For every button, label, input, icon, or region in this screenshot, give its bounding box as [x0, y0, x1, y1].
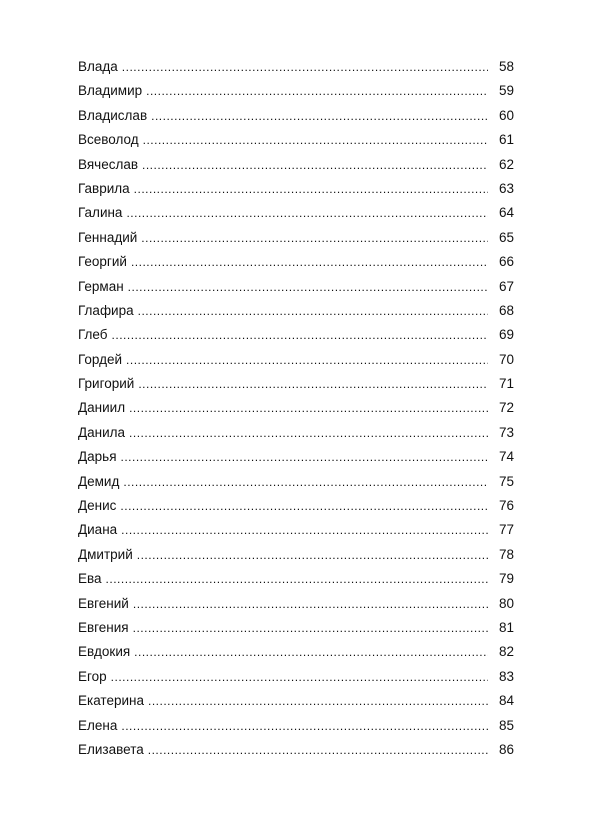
toc-entry-page-number: 59	[498, 83, 514, 99]
toc-dot-leader	[131, 252, 488, 272]
toc-entry	[78, 642, 514, 666]
toc-dot-leader	[143, 130, 488, 150]
toc-dot-leader	[120, 496, 488, 516]
toc-dot-leader	[128, 277, 488, 297]
toc-entry	[78, 398, 514, 422]
toc-entry-name: Данила	[78, 424, 126, 440]
toc-dot-leader	[141, 228, 488, 248]
toc-entry	[78, 520, 514, 544]
toc-entry	[78, 179, 514, 203]
toc-dot-leader	[133, 618, 488, 638]
toc-dot-leader	[126, 350, 488, 370]
toc-entry-page-number: 79	[498, 571, 514, 587]
toc-entry-name: Денис	[78, 498, 117, 514]
toc-entry	[78, 57, 514, 81]
toc-entry	[78, 447, 514, 471]
toc-dot-leader	[122, 57, 488, 77]
toc-dot-leader	[151, 106, 488, 126]
toc-entry	[78, 155, 514, 179]
toc-entry	[78, 325, 514, 349]
toc-dot-leader	[106, 569, 488, 589]
toc-entry-name: Евгения	[78, 619, 129, 635]
toc-entry-page-number: 78	[498, 546, 514, 562]
toc-dot-leader	[112, 325, 488, 345]
toc-dot-leader	[138, 301, 488, 321]
toc-entry-page-number: 83	[498, 668, 514, 684]
toc-entry-name: Диана	[78, 522, 118, 538]
toc-entry	[78, 740, 514, 764]
toc-entry-name: Даниил	[78, 400, 126, 416]
toc-entry-page-number: 74	[498, 449, 514, 465]
toc-dot-leader	[148, 740, 488, 760]
toc-dot-leader	[129, 423, 488, 443]
toc-dot-leader	[146, 81, 488, 101]
toc-entry	[78, 252, 514, 276]
toc-entry-page-number: 77	[498, 522, 514, 538]
toc-entry-page-number: 82	[498, 644, 514, 660]
toc-entry-name: Владислав	[78, 107, 148, 123]
toc-entry-page-number: 68	[498, 302, 514, 318]
toc-entry-name: Глеб	[78, 327, 108, 343]
toc-entry	[78, 667, 514, 691]
toc-entry	[78, 569, 514, 593]
toc-entry-name: Геннадий	[78, 229, 138, 245]
toc-entry-page-number: 75	[498, 473, 514, 489]
toc-entry-page-number: 72	[498, 400, 514, 416]
toc-dot-leader	[121, 520, 488, 540]
toc-entry	[78, 228, 514, 252]
toc-entry-name: Влада	[78, 59, 118, 74]
toc-entry-page-number: 61	[498, 132, 514, 148]
toc-entry	[78, 374, 514, 398]
toc-dot-leader	[137, 545, 488, 565]
toc-dot-leader	[142, 155, 488, 175]
toc-entry-name: Гаврила	[78, 180, 130, 196]
toc-entry-page-number: 69	[498, 327, 514, 343]
toc-entry	[78, 594, 514, 618]
toc-entry-name: Дарья	[78, 449, 117, 465]
toc-entry	[78, 618, 514, 642]
toc-dot-leader	[129, 398, 488, 418]
toc-entry-name: Евгений	[78, 595, 129, 611]
toc-dot-leader	[126, 203, 488, 223]
toc-entry-page-number: 81	[498, 619, 514, 635]
toc-entry	[78, 81, 514, 105]
toc-entry-page-number: 65	[498, 229, 514, 245]
toc-entry-name: Глафира	[78, 302, 134, 318]
toc-entry	[78, 472, 514, 496]
toc-entry-page-number: 62	[498, 156, 514, 172]
toc-entry	[78, 106, 514, 130]
toc-entry	[78, 423, 514, 447]
toc-entry	[78, 203, 514, 227]
toc-entry-page-number: 71	[498, 376, 514, 392]
toc-entry	[78, 350, 514, 374]
toc-entry-name: Елизавета	[78, 741, 144, 757]
toc-entry-page-number: 64	[498, 205, 514, 221]
toc-entry-page-number: 58	[498, 59, 514, 74]
toc-dot-leader	[134, 179, 488, 199]
toc-entry-name: Екатерина	[78, 693, 144, 709]
toc-entry-page-number: 84	[498, 693, 514, 709]
toc-entry	[78, 545, 514, 569]
toc-entry	[78, 496, 514, 520]
toc-entry-name: Елена	[78, 717, 118, 733]
toc-entry-name: Дмитрий	[78, 546, 133, 562]
toc-entry-name: Галина	[78, 205, 123, 221]
toc-entry-page-number: 76	[498, 498, 514, 514]
toc-entry-page-number: 85	[498, 717, 514, 733]
toc-entry-page-number: 63	[498, 180, 514, 196]
table-of-contents	[78, 57, 514, 764]
toc-entry-name: Демид	[78, 473, 120, 489]
toc-entry-name: Герман	[78, 278, 124, 294]
toc-entry-page-number: 70	[498, 351, 514, 367]
toc-dot-leader	[138, 374, 488, 394]
toc-entry	[78, 716, 514, 740]
toc-entry-page-number: 60	[498, 107, 514, 123]
toc-entry-name: Всеволод	[78, 132, 139, 148]
toc-entry-name: Егор	[78, 668, 107, 684]
toc-entry	[78, 277, 514, 301]
toc-dot-leader	[111, 667, 488, 687]
toc-entry-name: Григорий	[78, 376, 135, 392]
toc-entry-page-number: 67	[498, 278, 514, 294]
toc-entry-page-number: 80	[498, 595, 514, 611]
toc-entry	[78, 691, 514, 715]
toc-dot-leader	[133, 594, 488, 614]
toc-dot-leader	[121, 447, 488, 467]
toc-entry	[78, 301, 514, 325]
toc-dot-leader	[123, 472, 488, 492]
toc-entry-name: Гордей	[78, 351, 123, 367]
toc-entry-page-number: 86	[498, 741, 514, 757]
toc-entry-name: Владимир	[78, 83, 143, 99]
toc-entry-page-number: 66	[498, 254, 514, 270]
toc-entry	[78, 130, 514, 154]
toc-dot-leader	[148, 691, 488, 711]
toc-entry-page-number: 73	[498, 424, 514, 440]
toc-entry-name: Вячеслав	[78, 156, 139, 172]
toc-entry-name: Георгий	[78, 254, 127, 270]
toc-entry-name: Ева	[78, 571, 102, 587]
toc-dot-leader	[121, 716, 488, 736]
toc-entry-name: Евдокия	[78, 644, 131, 660]
toc-dot-leader	[134, 642, 488, 662]
